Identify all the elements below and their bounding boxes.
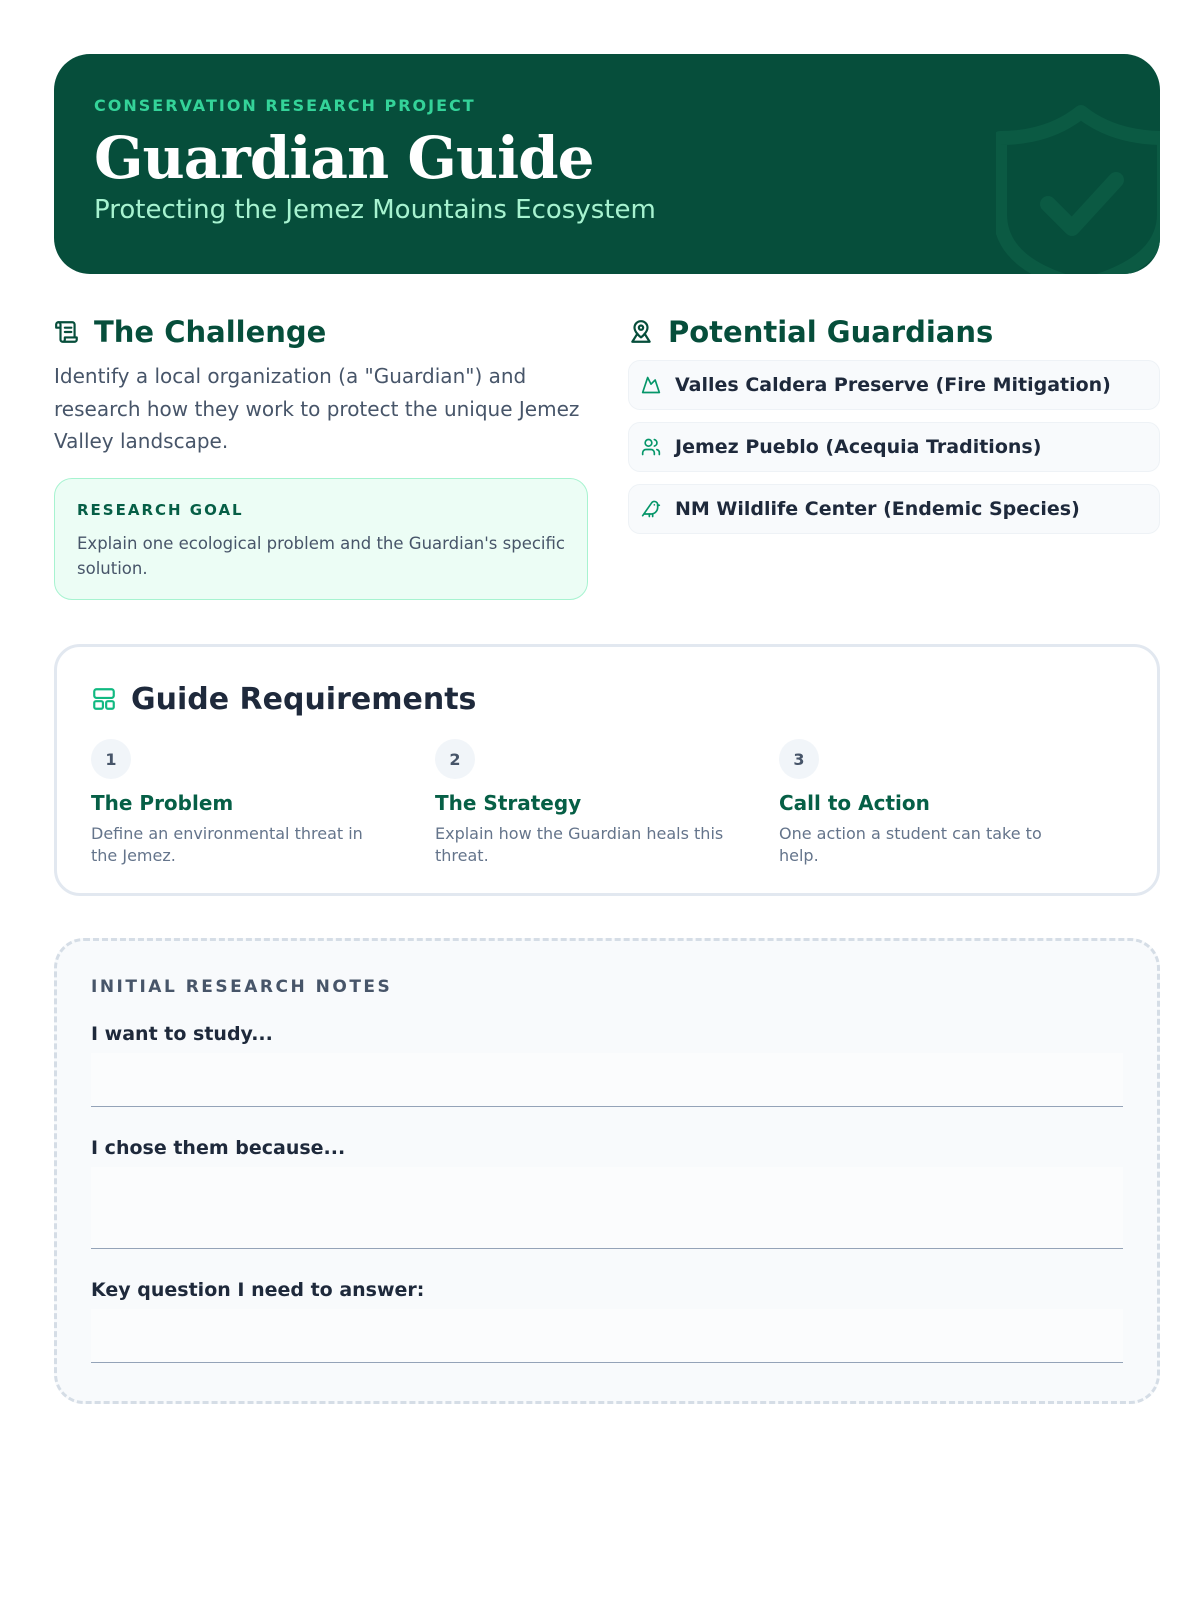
- page-subtitle: Protecting the Jemez Mountains Ecosystem: [94, 195, 656, 225]
- step-number-badge: 1: [91, 739, 131, 779]
- requirements-heading: Guide Requirements: [131, 681, 477, 717]
- reason-input[interactable]: [91, 1167, 1123, 1249]
- guardian-item-nm-wildlife[interactable]: [628, 484, 1160, 534]
- scroll-icon: [54, 319, 80, 345]
- notes-heading: INITIAL RESEARCH NOTES: [91, 977, 393, 997]
- header-banner: [54, 54, 1160, 274]
- field-label-reason: I chose them because...: [91, 1137, 346, 1159]
- research-goal-text: Explain one ecological problem and the Guardian's specific solution.: [77, 534, 565, 578]
- step-number-badge: 3: [779, 739, 819, 779]
- guardian-item-jemez-pueblo[interactable]: [628, 422, 1160, 472]
- requirement-step-strategy: [435, 739, 779, 867]
- guardians-section: [628, 312, 1160, 546]
- users-icon: [641, 437, 661, 457]
- step-title: Call to Action: [779, 791, 930, 815]
- study-input[interactable]: [91, 1053, 1123, 1107]
- research-goal-card: [54, 478, 588, 600]
- step-number-badge: 2: [435, 739, 475, 779]
- key-question-input[interactable]: [91, 1309, 1123, 1363]
- field-label-study: I want to study...: [91, 1023, 273, 1045]
- research-notes-card: [54, 938, 1160, 1404]
- header-kicker: CONSERVATION RESEARCH PROJECT: [94, 96, 476, 115]
- requirement-step-call-to-action: [779, 739, 1123, 867]
- challenge-section: [54, 312, 588, 578]
- map-pin-user-icon: [628, 319, 654, 345]
- guardian-item-label: NM Wildlife Center (Endemic Species): [675, 498, 1080, 520]
- requirement-step-problem: [91, 739, 435, 867]
- challenge-description: Identify a local organization (a "Guardian") and research how they work to protect the unique Jemez Valley landscape.: [54, 364, 580, 453]
- step-description: One action a student can take to help.: [779, 824, 1042, 865]
- guardian-item-label: Valles Caldera Preserve (Fire Mitigation): [675, 374, 1111, 396]
- research-goal-label: RESEARCH GOAL: [77, 501, 244, 519]
- requirements-card: [54, 644, 1160, 896]
- step-description: Define an environmental threat in the Jemez.: [91, 824, 363, 865]
- challenge-heading: The Challenge: [94, 315, 327, 349]
- page-title: Guardian Guide: [94, 124, 594, 192]
- step-description: Explain how the Guardian heals this threat.: [435, 824, 724, 865]
- bird-icon: [641, 499, 661, 519]
- field-label-key-question: Key question I need to answer:: [91, 1279, 425, 1301]
- shield-check-icon: [996, 104, 1160, 274]
- mountain-icon: [641, 375, 661, 395]
- step-title: The Strategy: [435, 791, 582, 815]
- guardians-heading: Potential Guardians: [668, 315, 994, 349]
- layout-icon: [91, 686, 117, 712]
- step-title: The Problem: [91, 791, 234, 815]
- guardian-item-valles-caldera[interactable]: [628, 360, 1160, 410]
- guardian-item-label: Jemez Pueblo (Acequia Traditions): [675, 436, 1042, 458]
